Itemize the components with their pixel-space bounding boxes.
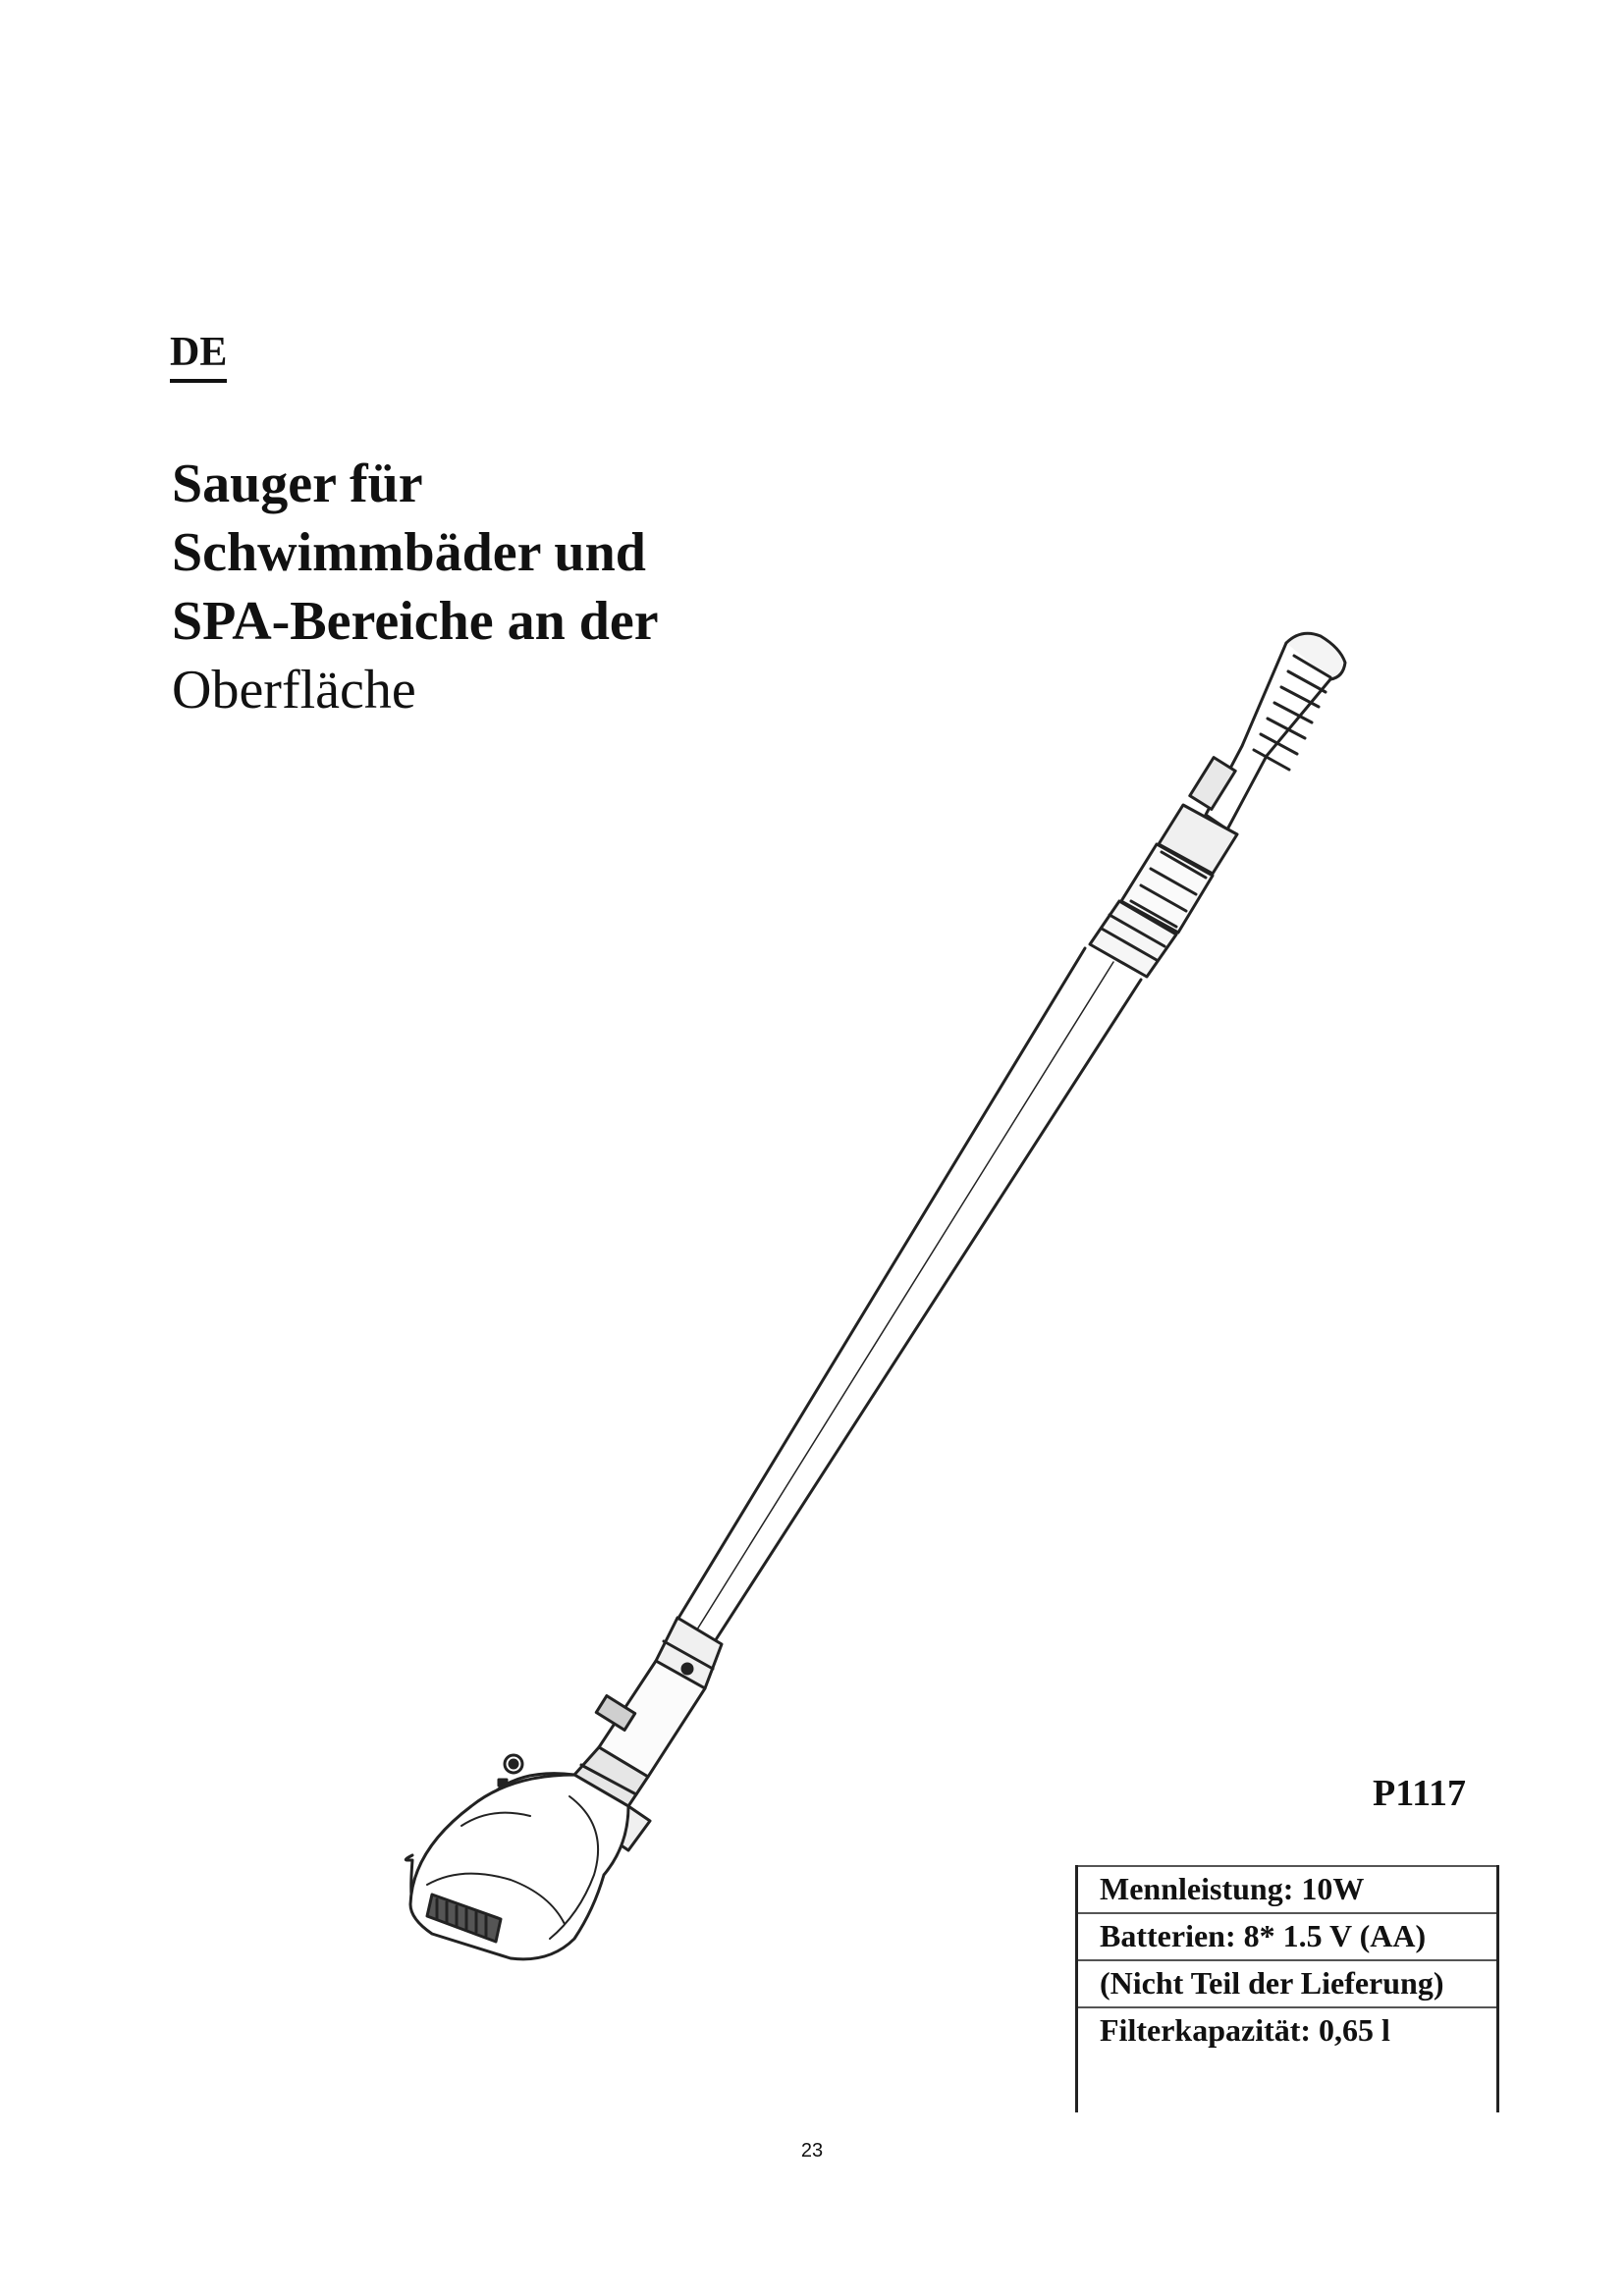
spec-empty-cell: [1077, 2054, 1498, 2112]
page-number: 23: [800, 2140, 824, 2162]
model-number: P1117: [1373, 1773, 1467, 1814]
spec-row: [1077, 2007, 1498, 2054]
spec-row: [1077, 1913, 1498, 1960]
spec-batteries-note: (Nicht Teil der Lieferung): [1077, 1960, 1498, 2007]
spec-row: [1077, 1866, 1498, 1913]
title-line: Schwimmbäder und: [172, 522, 646, 583]
language-code: DE: [170, 332, 227, 383]
title-line: SPA-Bereiche an der: [172, 591, 659, 652]
spec-power: Mennleistung: 10W: [1077, 1866, 1498, 1913]
spec-filter-capacity: Filterkapazität: 0,65 l: [1077, 2007, 1498, 2054]
spec-table: [1075, 1865, 1499, 2112]
title-line: Oberfläche: [172, 660, 416, 715]
spec-row: [1077, 1960, 1498, 2007]
spec-batteries: Batterien: 8* 1.5 V (AA): [1077, 1913, 1498, 1960]
spec-row-empty: [1077, 2054, 1498, 2112]
title-line: Sauger für: [172, 454, 423, 514]
